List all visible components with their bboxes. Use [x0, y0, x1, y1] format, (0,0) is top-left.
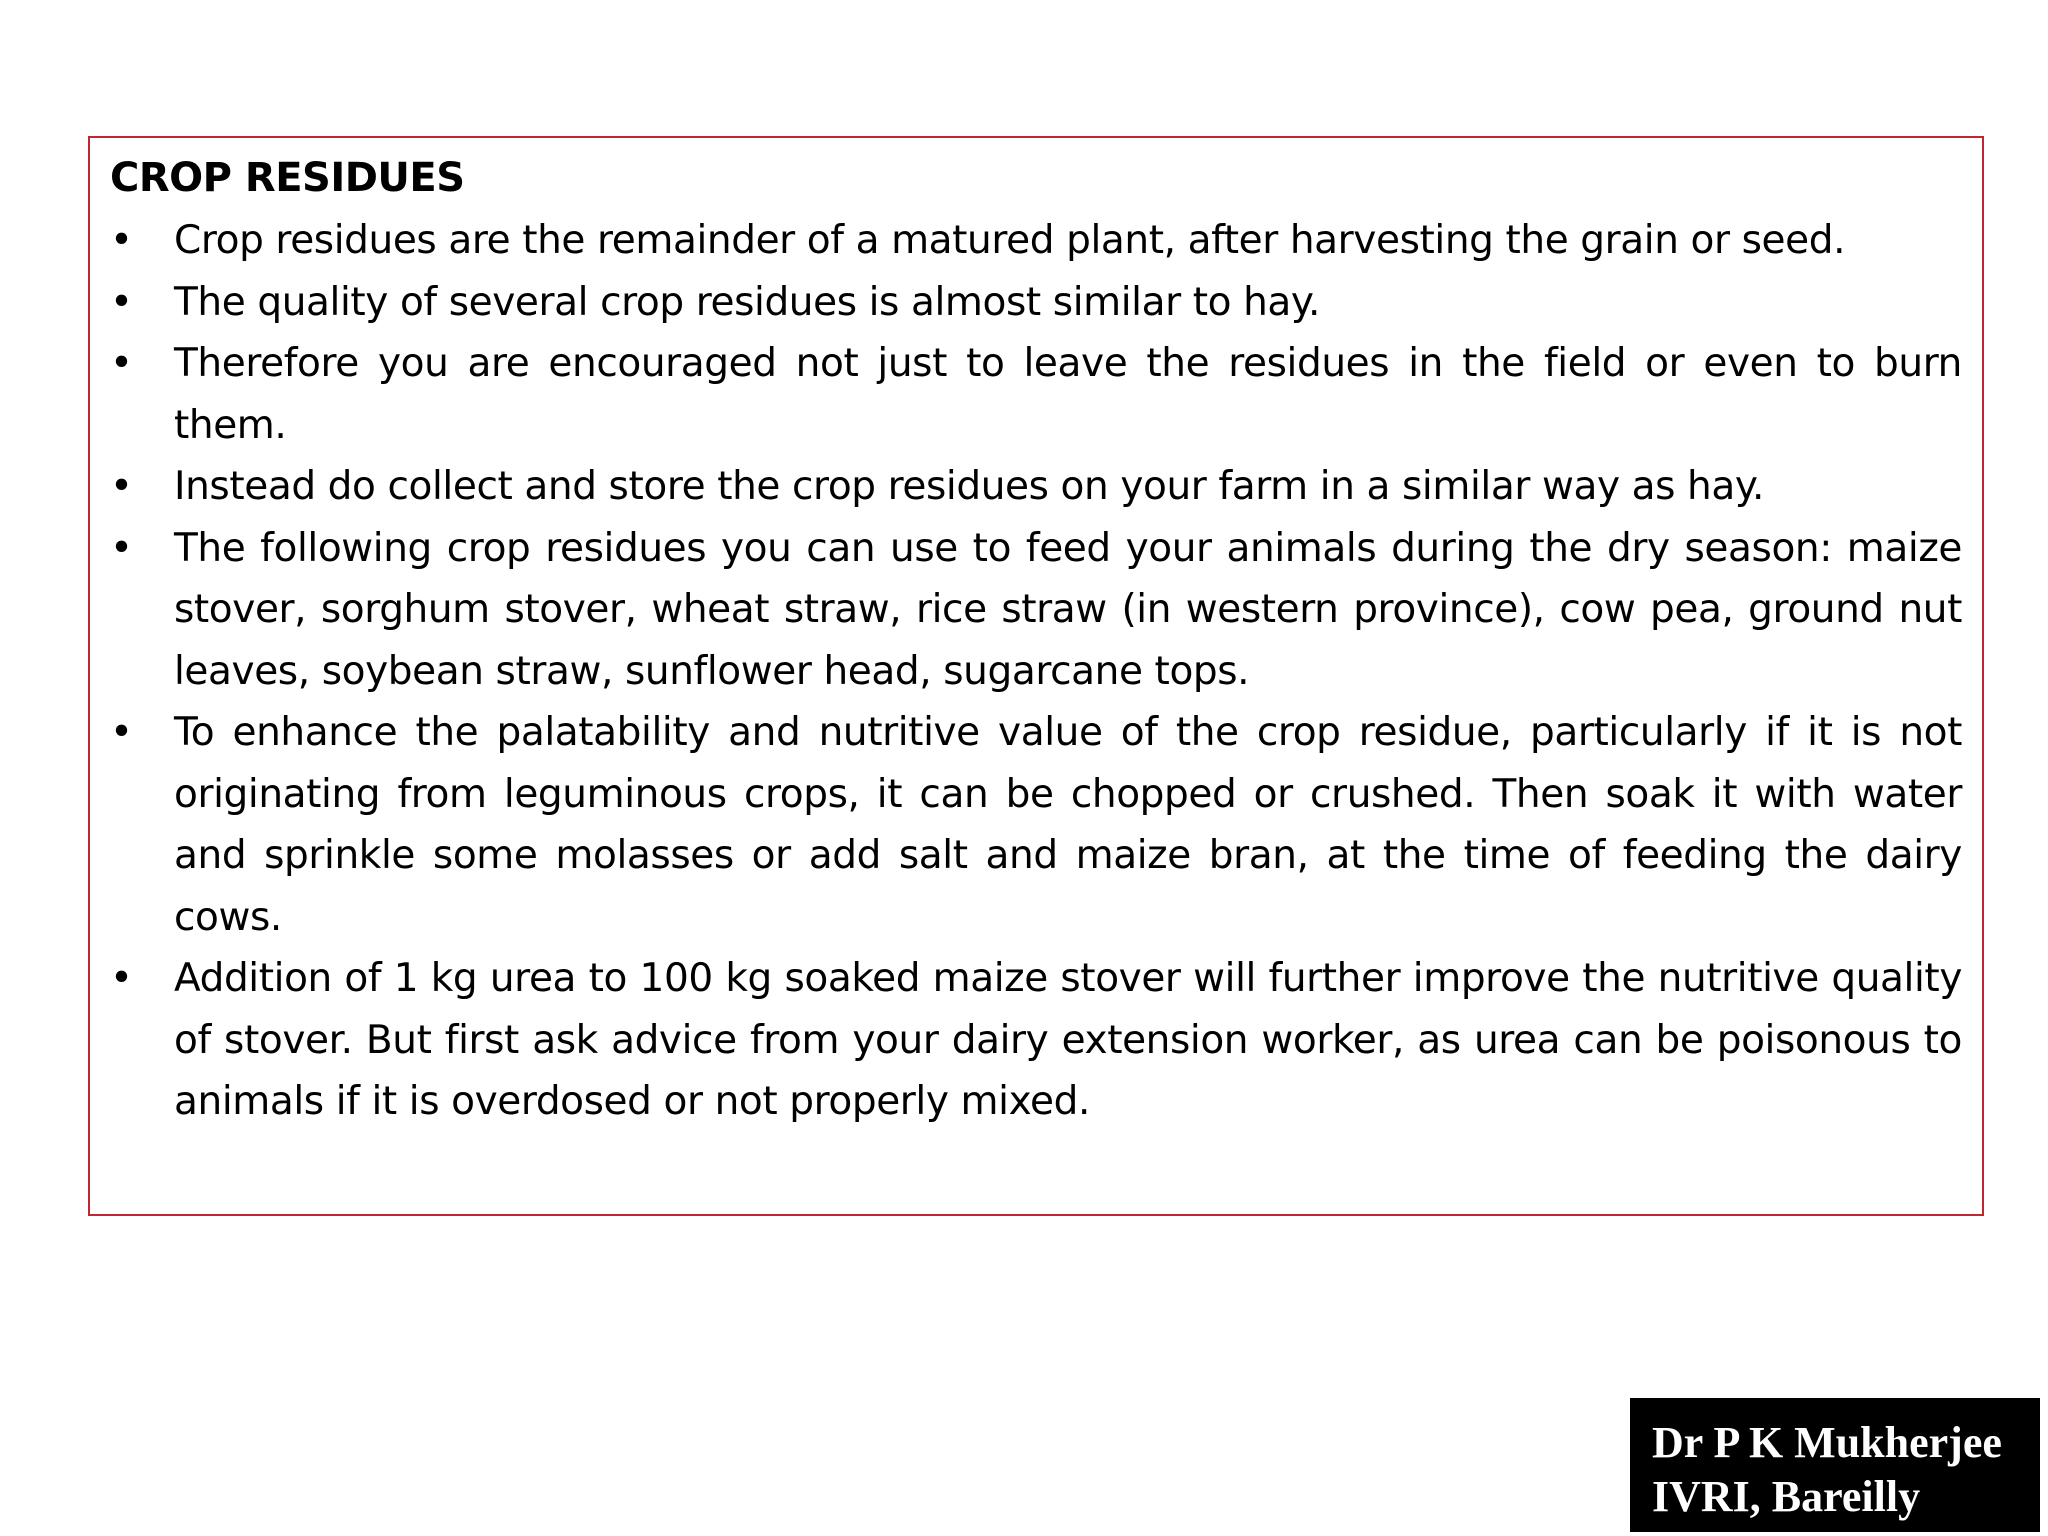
bullet-item [110, 948, 1962, 1133]
bullet-text: To enhance the palatability and nutritive value of the crop residue, particularly if it is not originating from leguminous crops, it can be chopped or crushed. Then soak it with water and sprinkle some molasses or add salt and maize bran, at the time of feeding the dairy cows. [174, 710, 1962, 940]
bullet-text: The following crop residues you can use to feed your animals during the dry season: maize stover, sorghum stover, wheat straw, rice straw (in western province), cow pea, ground nut leaves, soybean straw, sunflower head, sugarcane tops. [174, 525, 1962, 694]
bullet-text: Therefore you are encouraged not just to leave the residues in the field or even to burn them. [174, 341, 1962, 448]
author-tag [1630, 1398, 2040, 1532]
bullet-icon: • [110, 341, 133, 386]
bullet-item [110, 272, 1962, 334]
bullet-text: The quality of several crop residues is almost similar to hay. [174, 279, 1321, 325]
bullet-list [110, 210, 1962, 1133]
bullet-icon: • [110, 525, 133, 571]
bullet-text: Instead do collect and store the crop residues on your farm in a similar way as hay. [174, 464, 1764, 509]
author-name: Dr P K Mukherjee [1652, 1418, 2002, 1467]
bullet-item [110, 518, 1962, 703]
slide-title: CROP RESIDUES [110, 155, 465, 201]
content-box [88, 136, 1984, 1216]
bullet-icon: • [110, 218, 133, 263]
bullet-icon: • [110, 279, 133, 325]
bullet-text: Crop residues are the remainder of a matured plant, after harvesting the grain or seed. [174, 218, 1846, 263]
bullet-text: Addition of 1 kg urea to 100 kg soaked maize stover will further improve the nutritive quality of stover. But first ask advice from your dairy extension worker, as urea can be poisonous to animals if it is overdosed or not properly mixed. [174, 956, 1962, 1124]
bullet-icon: • [110, 464, 133, 509]
author-affiliation: IVRI, Bareilly [1652, 1472, 1921, 1521]
bullet-icon: • [110, 710, 133, 755]
bullet-item [110, 210, 1962, 272]
bullet-icon: • [110, 956, 133, 1001]
bullet-item [110, 456, 1962, 518]
bullet-item [110, 702, 1962, 948]
bullet-item [110, 333, 1962, 456]
